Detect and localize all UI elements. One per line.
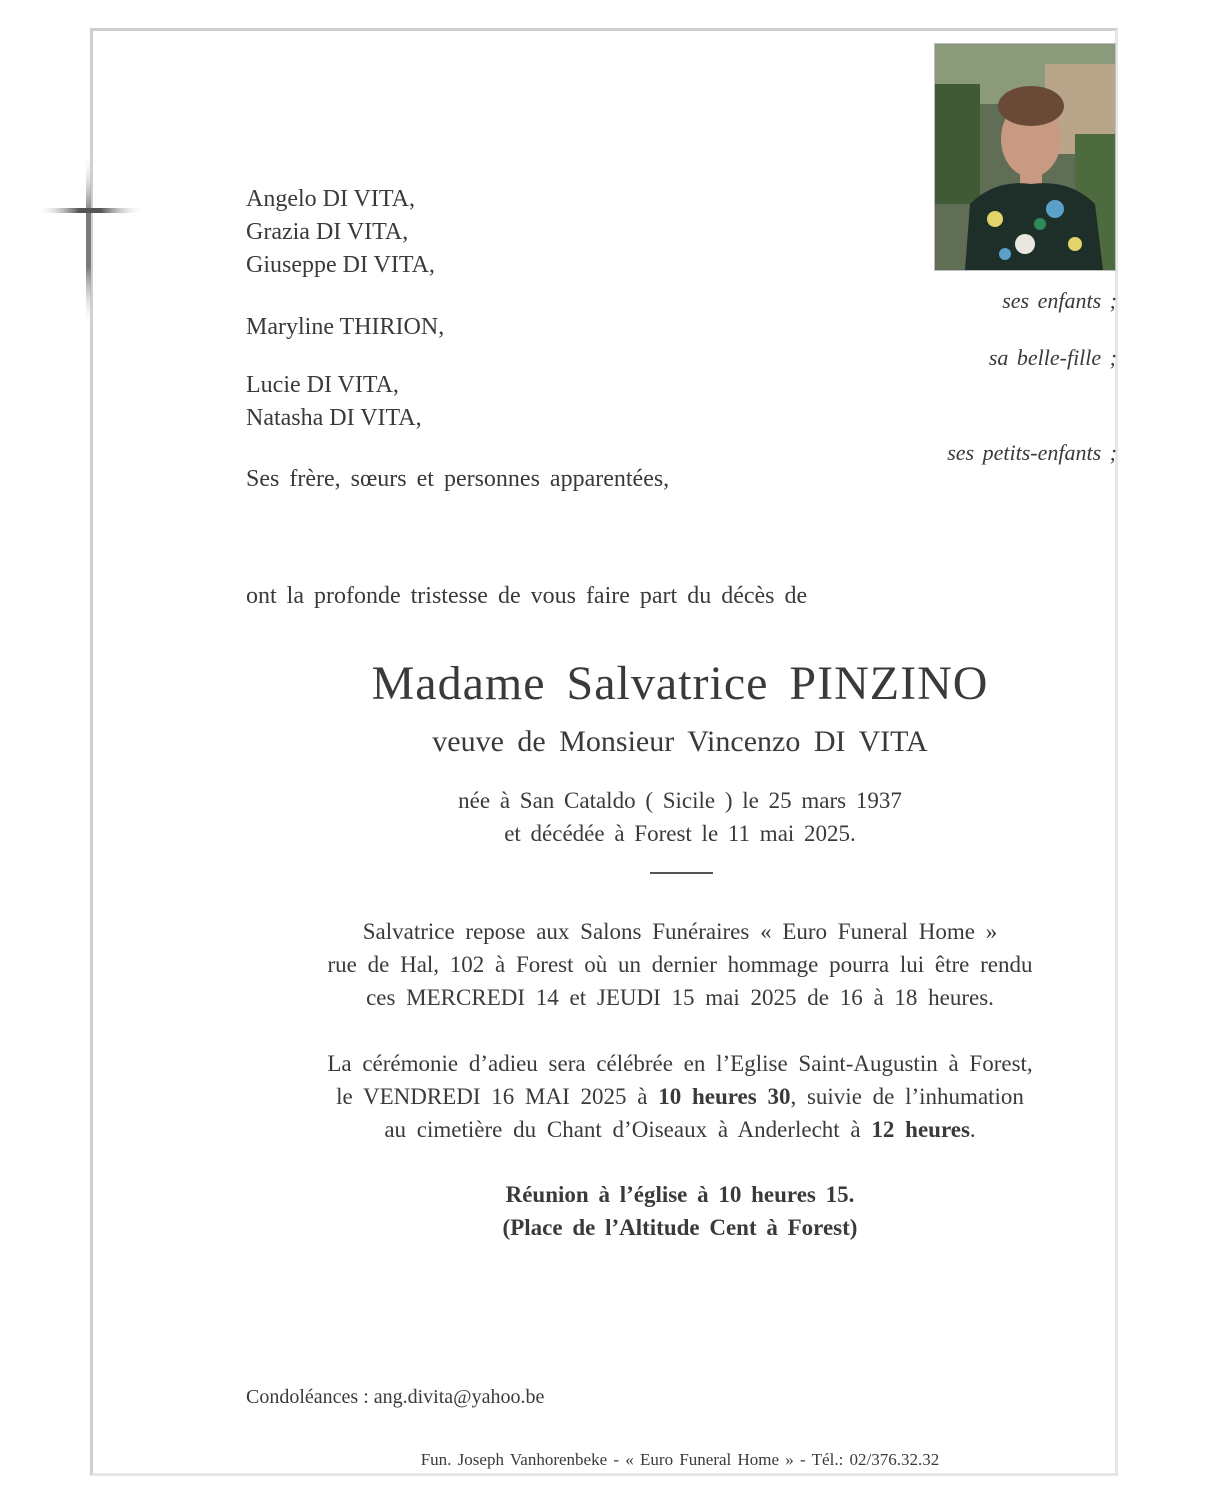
grandchildren-label: ses petits-enfants ; bbox=[947, 440, 1117, 465]
portrait-photo bbox=[934, 43, 1116, 271]
widow-of: veuve de Monsieur Vincenzo DI VITA bbox=[432, 725, 928, 758]
ceremony-line bbox=[180, 1113, 1180, 1146]
children-label: ses enfants ; bbox=[1002, 288, 1117, 313]
ceremony-line bbox=[180, 1080, 1180, 1113]
viewing-line: rue de Hal, 102 à Forest où un dernier hommage pourra lui être rendu bbox=[327, 952, 1033, 977]
daughter-in-law-name: Maryline THIRION, bbox=[246, 314, 445, 340]
divider bbox=[650, 872, 713, 874]
viewing-line: Salvatrice repose aux Salons Funéraires « Euro Funeral Home » bbox=[362, 919, 998, 944]
deceased-name: Madame Salvatrice PINZINO bbox=[371, 657, 989, 710]
meeting-block bbox=[180, 1178, 1180, 1244]
ceremony-time: 10 heures 30 bbox=[658, 1084, 791, 1109]
funeral-home-footer: Fun. Joseph Vanhorenbeke - « Euro Funeral Home » - Tél.: 02/376.32.32 bbox=[420, 1450, 940, 1469]
ceremony-line: La cérémonie d’adieu sera célébrée en l’Eglise Saint-Augustin à Forest, bbox=[327, 1051, 1033, 1076]
ceremony-text: , suivie de l’inhumation bbox=[790, 1084, 1024, 1109]
child-name: Angelo DI VITA, bbox=[246, 186, 415, 212]
condolences-contact: Condoléances : ang.divita@yahoo.be bbox=[246, 1386, 545, 1408]
viewing-block bbox=[180, 915, 1180, 1014]
announcement-intro: ont la profonde tristesse de vous faire part du décès de bbox=[246, 583, 808, 609]
birth-line: née à San Cataldo ( Sicile ) le 25 mars 1937 bbox=[458, 788, 902, 813]
ceremony-text: le VENDREDI 16 MAI 2025 à bbox=[336, 1084, 659, 1109]
child-name: Grazia DI VITA, bbox=[246, 219, 409, 245]
daughter-in-law-label: sa belle-fille ; bbox=[988, 345, 1117, 370]
meeting-place: (Place de l’Altitude Cent à Forest) bbox=[502, 1215, 858, 1240]
burial-time: 12 heures bbox=[871, 1117, 970, 1142]
birth-death-block bbox=[180, 784, 1180, 850]
siblings-line: Ses frère, sœurs et personnes apparentées, bbox=[246, 466, 670, 492]
burial-text: au cimetière du Chant d’Oiseaux à Anderlecht à bbox=[384, 1117, 872, 1142]
grandchild-name: Natasha DI VITA, bbox=[246, 405, 422, 431]
meeting-line: Réunion à l’église à 10 heures 15. bbox=[505, 1182, 855, 1207]
grandchild-name: Lucie DI VITA, bbox=[246, 372, 399, 398]
child-name: Giuseppe DI VITA, bbox=[246, 252, 435, 278]
viewing-line: ces MERCREDI 14 et JEUDI 15 mai 2025 de 16 à 18 heures. bbox=[366, 985, 994, 1010]
ceremony-block bbox=[180, 1047, 1180, 1146]
burial-text: . bbox=[969, 1117, 976, 1142]
death-line: et décédée à Forest le 11 mai 2025. bbox=[504, 821, 856, 846]
cross-icon bbox=[36, 150, 144, 330]
